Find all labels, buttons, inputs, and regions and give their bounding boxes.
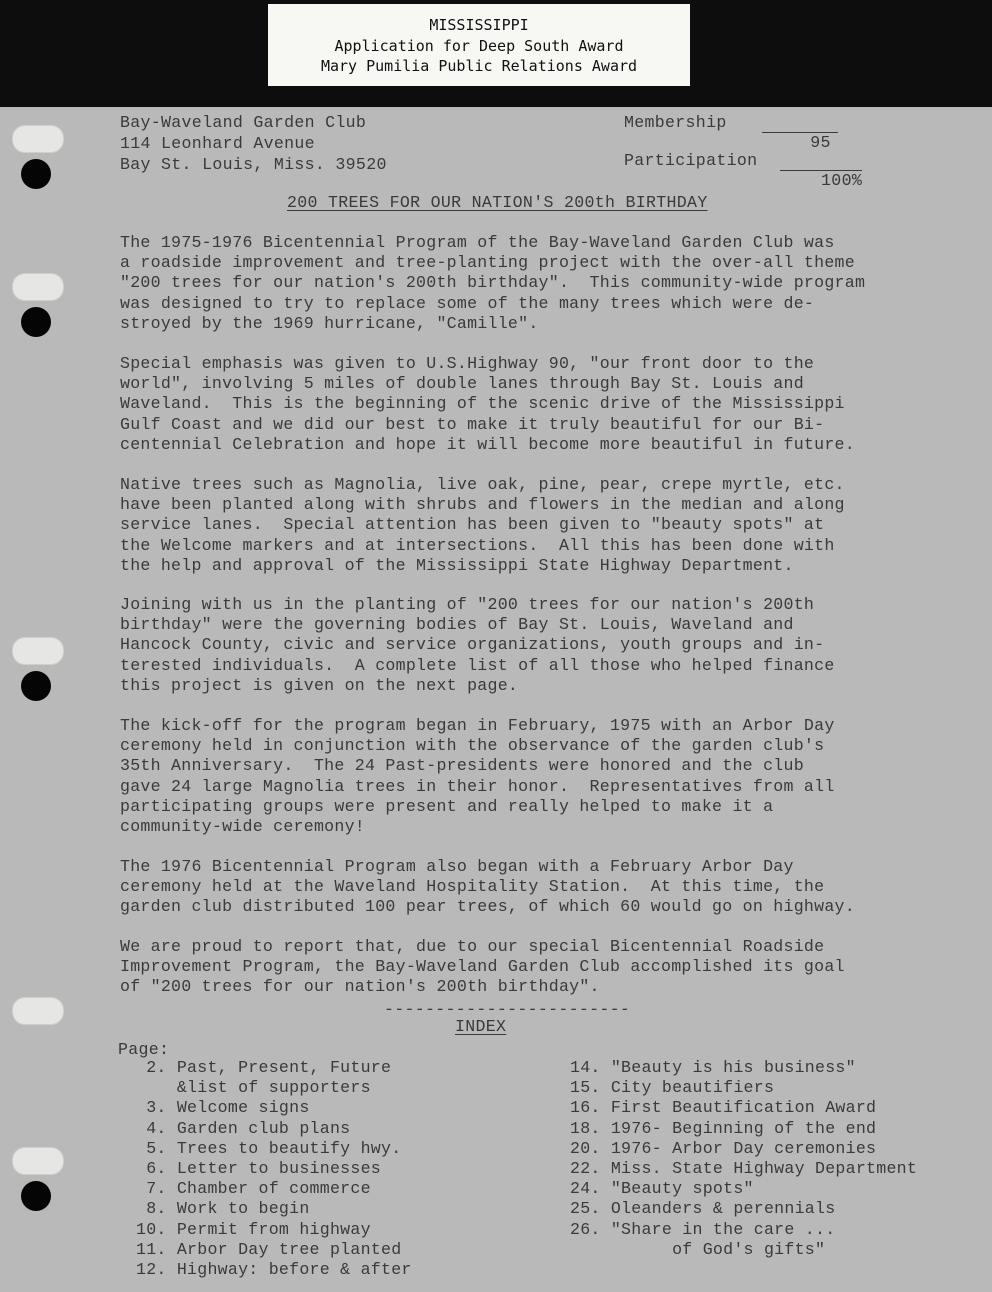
text-line: The 1976 Bicentennial Program also began with a February Arbor Day (120, 857, 794, 876)
index-entry: 20. 1976- Arbor Day ceremonies (570, 1138, 877, 1158)
index-entry: 22. Miss. State Highway Department (570, 1158, 918, 1178)
index-entry: of God's gifts" (570, 1239, 826, 1259)
document-title: 200 TREES FOR OUR NATION'S 200th BIRTHDAY (287, 193, 708, 212)
text-line: service lanes. Special attention has been given to "beauty spots" at (120, 515, 825, 535)
membership-label: Membership (624, 113, 727, 132)
text-line: a roadside improvement and tree-planting project with the over-all theme (120, 253, 855, 273)
index-entry: 6. Letter to businesses (136, 1158, 381, 1178)
participation-value (780, 151, 863, 190)
paragraph-5 (120, 716, 980, 837)
text-line: The kick-off for the program began in February, 1975 with an Arbor Day (120, 716, 835, 735)
binder-hole (21, 307, 51, 337)
index-entry: 18. 1976- Beginning of the end (570, 1118, 877, 1138)
index-entry: 8. Work to begin (136, 1199, 310, 1219)
paragraph-2 (120, 354, 980, 455)
club-address-city: Bay St. Louis, Miss. 39520 (120, 155, 387, 174)
page-label: Page: (118, 1040, 170, 1059)
text-line: of "200 trees for our nation's 200th birthday". (120, 977, 600, 997)
text-line: ceremony held in conjunction with the observance of the garden club's (120, 736, 825, 756)
text-line: centennial Celebration and hope it will become more beautiful in future. (120, 434, 855, 454)
text-line: this project is given on the next page. (120, 675, 519, 695)
index-entry: 26. "Share in the care ... (570, 1219, 836, 1239)
hole-reinforcement (12, 997, 64, 1025)
text-line: garden club distributed 100 pear trees, of which 60 would go on highway. (120, 897, 855, 917)
index-entry: 12. Highway: before & after (136, 1259, 412, 1279)
text-line: Improvement Program, the Bay-Waveland Garden Club accomplished its goal (120, 957, 845, 977)
text-line: Gulf Coast and we did our best to make it truly beautiful for our Bi- (120, 414, 825, 434)
text-line: participating groups were present and really helped to make it a (120, 796, 774, 816)
text-line: Hancock County, civic and service organizations, youth groups and in- (120, 635, 825, 655)
membership-value (762, 113, 838, 152)
membership-value-text: 95 (810, 133, 831, 152)
text-line: community-wide ceremony! (120, 816, 365, 836)
text-line: stroyed by the 1969 hurricane, "Camille". (120, 313, 539, 333)
index-entry: 16. First Beautification Award (570, 1098, 877, 1118)
index-entry: 14. "Beauty is his business" (570, 1058, 856, 1077)
text-line: birthday" were the governing bodies of Bay St. Louis, Waveland and (120, 615, 794, 635)
binder-hole (21, 159, 51, 189)
text-line: world", involving 5 miles of double lanes through Bay St. Louis and (120, 374, 804, 394)
participation-value-text: 100% (821, 171, 863, 190)
binder-hole (21, 1181, 51, 1211)
index-entry: 25. Oleanders & perennials (570, 1199, 836, 1219)
index-entry: 2. Past, Present, Future (136, 1058, 392, 1077)
text-line: The 1975-1976 Bicentennial Program of the Bay-Waveland Garden Club was (120, 233, 835, 252)
text-line: terested individuals. A complete list of all those who helped finance (120, 655, 835, 675)
text-line: 35th Anniversary. The 24 Past-presidents were honored and the club (120, 756, 804, 776)
text-line: have been planted along with shrubs and flowers in the median and along (120, 495, 845, 515)
text-line: ceremony held at the Waveland Hospitality Station. At this time, the (120, 877, 825, 897)
hole-reinforcement (12, 125, 64, 153)
text-line: We are proud to report that, due to our special Bicentennial Roadside (120, 937, 825, 956)
index-entry: 24. "Beauty spots" (570, 1179, 754, 1199)
index-entry: 4. Garden club plans (136, 1118, 351, 1138)
text-line: the Welcome markers and at intersections. All this has been done with (120, 535, 835, 555)
label-application: Application for Deep South Award (334, 36, 624, 55)
club-address-street: 114 Leonhard Avenue (120, 134, 315, 153)
text-line: Joining with us in the planting of "200 trees for our nation's 200th (120, 595, 815, 614)
paragraph-6 (120, 857, 980, 918)
award-label (268, 4, 690, 86)
paragraph-4 (120, 595, 980, 696)
index-entry: 11. Arbor Day tree planted (136, 1239, 402, 1259)
text-line: Special emphasis was given to U.S.Highway 90, "our front door to the (120, 354, 815, 373)
index-entry: 10. Permit from highway (136, 1219, 371, 1239)
paragraph-3 (120, 475, 980, 576)
index-left-column (136, 1058, 556, 1280)
index-entry: &list of supporters (136, 1078, 371, 1098)
text-line: gave 24 large Magnolia trees in their honor. Representatives from all (120, 776, 835, 796)
hole-reinforcement (12, 1147, 64, 1175)
text-line: Native trees such as Magnolia, live oak, pine, pear, crepe myrtle, etc. (120, 475, 845, 494)
section-divider: ------------------------ (384, 1000, 631, 1019)
index-entry: 5. Trees to beautify hwy. (136, 1138, 402, 1158)
index-entry: 15. City beautifiers (570, 1078, 775, 1098)
club-name: Bay-Waveland Garden Club (120, 113, 367, 132)
index-entry: 7. Chamber of commerce (136, 1179, 371, 1199)
hole-reinforcement (12, 637, 64, 665)
paragraph-1 (120, 233, 980, 334)
index-right-column (570, 1058, 990, 1260)
document-page (0, 107, 992, 1292)
text-line: the help and approval of the Mississippi State Highway Department. (120, 555, 794, 575)
index-entry: 3. Welcome signs (136, 1098, 310, 1118)
paragraph-7 (120, 937, 980, 998)
text-line: was designed to try to replace some of the many trees which were de- (120, 293, 815, 313)
label-state: MISSISSIPPI (429, 16, 529, 34)
text-line: "200 trees for our nation's 200th birthday". This community-wide program (120, 273, 866, 293)
binder-hole (21, 671, 51, 701)
hole-reinforcement (12, 273, 64, 301)
participation-label: Participation (624, 151, 758, 170)
label-award-name: Mary Pumilia Public Relations Award (320, 57, 638, 75)
text-line: Waveland. This is the beginning of the scenic drive of the Mississippi (120, 394, 845, 414)
index-title: INDEX (455, 1017, 507, 1036)
